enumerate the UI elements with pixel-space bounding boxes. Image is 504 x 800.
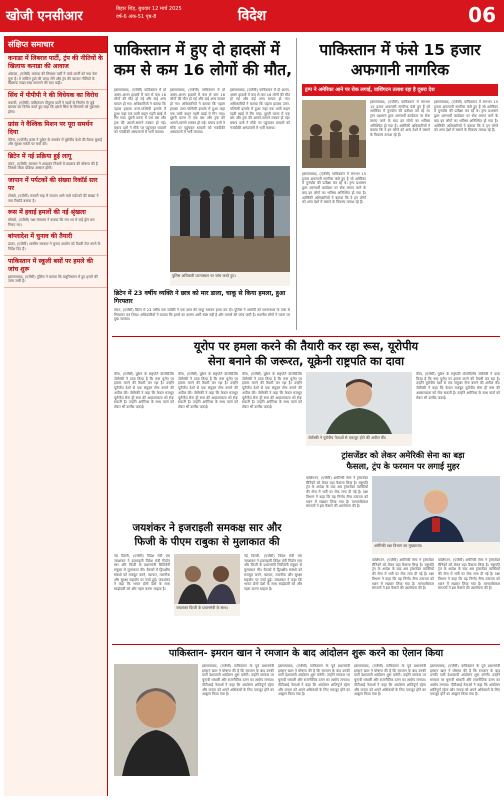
article-3-body: लंदन, (एजेंसी) ब्रिटेन में 23 वर्षीय एक व्यक्ति ने एक छात्र की चाकू मारकर हत्या कर दी। पुलिस ने आरोपी को घटनास्थल के पास से गिरफ्तार कर लिया। अधिकारियों ने बताया कि हमले का कारण अभी स्पष्ट नहीं है और मामले की जांच जारी है। स्थानीय लोगों ने घटना पर दुख जताया। (114, 308, 290, 322)
article-7-photo (114, 664, 198, 776)
article-4-caption: जेलेंस्की ने यूरोपीय नेताओं से एकजुट होने की अपील की। (306, 434, 412, 446)
article-6-body-col2: नई दिल्ली, (एजेंसी) विदेश मंत्री एस जयशंकर ने इजराइली विदेश मंत्री गिदोन सार और फिजी के प्रधानमंत्री सितिवेनी राबुका से मुलाकात की। बैठकों में द्विपक्षीय संबंधों को मजबूत करने, व्यापार, तकनीक और सुरक्षा सहयोग पर चर्चा हुई। जयशंकर ने कहा कि भारत दोनों देशों के साथ साझेदारी को और गहरा करना चाहता है। (244, 554, 302, 591)
briefs-list (4, 53, 107, 288)
article-6-caption: जयशंकर फिजी के प्रधानमंत्री के साथ। (174, 604, 240, 616)
article-2-body-col3: इस्लामाबाद, (एजेंसी) पाकिस्तान में लगभग 15 हजार अफगानी नागरिक फंसे हुए हैं जो अमेरिका में पुनर्वास की प्रतीक्षा कर रहे थे। ट्रम्प प्रशासन द्वारा शरणार्थी कार्यक्रम पर रोक लगाए जाने के बाद इन लोगों का भविष्य अनिश्चित हो गया है। अमेरिकी अधिकारियों ने बताया कि वे इन लोगों को अन्य देशों में बसाने के विकल्प तलाश रहे हैं। (302, 172, 366, 205)
brief-title: कनाडा में लिबरल पार्टी, ट्रंप की नीतियों के खिलाफ कनाडा की आवाज (8, 55, 103, 70)
article-2-body: इस्लामाबाद, (एजेंसी) पाकिस्तान में लगभग 15 हजार अफगानी नागरिक फंसे हुए हैं जो अमेरिका में पुनर्वास की प्रतीक्षा कर रहे थे। ट्रम्प प्रशासन द्वारा शरणार्थी कार्यक्रम पर रोक लगाए जाने के बाद इन लोगों का भविष्य अनिश्चित हो गया है। अमेरिकी अधिकारियों ने बताया कि वे इन लोगों को अन्य देशों में बसाने के विकल्प तलाश रहे हैं। (370, 100, 430, 137)
article-2-headline: पाकिस्तान में फंसे 15 हजार अफगानी नागरिक (319, 41, 481, 79)
page-number: 06 (468, 3, 496, 27)
brief-body: इस्लामाबाद, (एजेंसी) पुलिस ने बताया कि बलूचिस्तान में हुए हमले की जांच जारी है। (8, 274, 98, 284)
brief-body: टोक्यो, (एजेंसी) फरवरी माह में जापान आने वाले पर्यटकों की संख्या ने नया रिकॉर्ड बनाया है। (8, 193, 99, 203)
article-5-headline: ट्रांसजेंडर को लेकर अमेरिकी सेना का बड़ा फैसला, ट्रंप के फरमान पर लगाई मुहर (341, 450, 465, 471)
article-4-body-col3: कीव, (एजेंसी) यूक्रेन के राष्ट्रपति वोलोदिमीर जेलेंस्की ने दावा किया है कि रूस यूरोप पर हमला करने की तैयारी कर रहा है। उन्होंने यूरोपीय देशों से एक संयुक्त सेना बनाने की अपील की। जेलेंस्की ने कहा कि केवल मजबूत यूरोपीय सेना ही रूस की आक्रामकता को रोक सकती है। उन्होंने अमेरिका के साथ वार्ता को लेकर भी उम्मीद जताई। (242, 372, 302, 409)
article-1-headline: पाकिस्तान में हुए दो हादसों में कम से कम 16 लोगों की मौत, (114, 41, 292, 79)
article-7-headline: पाकिस्तान- इमरान खान ने रमजान के बाद आंदोलन शुरू करने का ऐलान किया (168, 648, 444, 659)
brief-body: मॉस्को, (एजेंसी) रक्षा मंत्रालय ने बताया कि रात भर में कई ड्रोन मार गिराए गए। (8, 218, 95, 227)
brief-item (4, 175, 107, 207)
article-7-body-col3: इस्लामाबाद, (एजेंसी) पाकिस्तान के पूर्व प्रधानमंत्री इमरान खान ने घोषणा की है कि रमजान के बाद उनकी पार्टी देशव्यापी आंदोलन शुरू करेगी। उन्होंने सरकार पर चुनावी धांधली और राजनीतिक दमन का आरोप लगाया। पीटीआई नेताओं ने कहा कि आंदोलन शांतिपूर्ण रहेगा और जनता को अपने अधिकारों के लिए एकजुट होने का आह्वान किया गया है। (354, 664, 426, 697)
article-7-body-col4: इस्लामाबाद, (एजेंसी) पाकिस्तान के पूर्व प्रधानमंत्री इमरान खान ने घोषणा की है कि रमजान के बाद उनकी पार्टी देशव्यापी आंदोलन शुरू करेगी। उन्होंने सरकार पर चुनावी धांधली और राजनीतिक दमन का आरोप लगाया। पीटीआई नेताओं ने कहा कि आंदोलन शांतिपूर्ण रहेगा और जनता को अपने अधिकारों के लिए एकजुट होने का आह्वान किया गया है। (430, 664, 500, 697)
article-1-caption: पुलिस अधिकारी घटनास्थल पर जांच करते हुए। (170, 272, 290, 286)
article-1-photo (170, 166, 290, 272)
brief-body: पेरिस, (एजेंसी) फ्रांस ने यूक्रेन के समर्थन में यूरोपीय देशों की बैठक बुलाई और सुरक्षा गारंटी पर चर्चा की। (8, 137, 102, 147)
section-rule (112, 336, 500, 337)
brief-title: सिंध में पीपीपी ने की विधेयक का विरोध (8, 91, 99, 99)
brief-item (4, 90, 107, 119)
brief-body: कराची, (एजेंसी) पाकिस्तान पीपुल्स पार्टी ने नहरों के निर्माण से जुड़े प्रस्ताव का विरोध करते हुए कहा कि इससे सिंध के किसानों को नुकसान होगा। (8, 100, 100, 114)
article-2-body-col2: इस्लामाबाद, (एजेंसी) पाकिस्तान में लगभग 15 हजार अफगानी नागरिक फंसे हुए हैं जो अमेरिका में पुनर्वास की प्रतीक्षा कर रहे थे। ट्रम्प प्रशासन द्वारा शरणार्थी कार्यक्रम पर रोक लगाए जाने के बाद इन लोगों का भविष्य अनिश्चित हो गया है। अमेरिकी अधिकारियों ने बताया कि वे इन लोगों को अन्य देशों में बसाने के विकल्प तलाश रहे हैं। (434, 100, 498, 133)
brief-title: ब्रिटेन में नई प्रक्रिया हुई लागू (8, 152, 72, 160)
article-4-body-col4: कीव, (एजेंसी) यूक्रेन के राष्ट्रपति वोलोदिमीर जेलेंस्की ने दावा किया है कि रूस यूरोप पर हमला करने की तैयारी कर रहा है। उन्होंने यूरोपीय देशों से एक संयुक्त सेना बनाने की अपील की। जेलेंस्की ने कहा कि केवल मजबूत यूरोपीय सेना ही रूस की आक्रामकता को रोक सकती है। उन्होंने अमेरिका के साथ वार्ता को लेकर भी उम्मीद जताई। (416, 372, 500, 400)
article-2-subhead: ट्रम्प ने अमेरिका आने पर रोक लगाई, वाशिंगटन तलाश रहा है दूसरा देश (302, 84, 498, 96)
brief-item (4, 151, 107, 175)
article-5-body-col3: वाशिंगटन, (एजेंसी) अमेरिकी सेना ने ट्रांसजेंडर सैनिकों को लेकर बड़ा फैसला लिया है। राष्ट्रपति ट्रंप के आदेश के बाद अब ट्रांसजेंडर व्यक्तियों की सेना में भर्ती पर रोक लगा दी गई है। रक्षा विभाग ने कहा कि यह निर्णय सैन्य तत्परता को ध्यान में रखकर लिया गया है। मानवाधिकार संगठनों ने इस फैसले की आलोचना की है। (438, 558, 500, 591)
article-7-body-col2: इस्लामाबाद, (एजेंसी) पाकिस्तान के पूर्व प्रधानमंत्री इमरान खान ने घोषणा की है कि रमजान के बाद उनकी पार्टी देशव्यापी आंदोलन शुरू करेगी। उन्होंने सरकार पर चुनावी धांधली और राजनीतिक दमन का आरोप लगाया। पीटीआई नेताओं ने कहा कि आंदोलन शांतिपूर्ण रहेगा और जनता को अपने अधिकारों के लिए एकजुट होने का आह्वान किया गया है। (278, 664, 350, 697)
article-1-body: इस्लामाबाद, (एजेंसी) पाकिस्तान में दो अलग-अलग हादसों में कम से कम 16 लोगों की मौत हो गई और कई अन्य घायल हो गए। अधिकारियों ने बताया कि पहला हादसा उत्तर-पश्चिमी इलाके में हुआ जहां एक यात्री वाहन गहरी खाई में गिर गया। दूसरी घटना में एक बस और ट्रक की आमने-सामने टक्कर हो गई। बचाव दलों ने मौके पर पहुंचकर घायलों को नजदीकी अस्पतालों में भर्ती कराया। (114, 88, 166, 135)
article-5-caption: अमेरिकी रक्षा विभाग का मुख्यालय। (372, 542, 500, 554)
article-6-headline: जयशंकर ने इजराइली समकक्ष सार और फिजी के पीएम राबुका से मुलाकात की (132, 522, 282, 548)
article-4-body: कीव, (एजेंसी) यूक्रेन के राष्ट्रपति वोलोदिमीर जेलेंस्की ने दावा किया है कि रूस यूरोप पर हमला करने की तैयारी कर रहा है। उन्होंने यूरोपीय देशों से एक संयुक्त सेना बनाने की अपील की। जेलेंस्की ने कहा कि केवल मजबूत यूरोपीय सेना ही रूस की आक्रामकता को रोक सकती है। उन्होंने अमेरिका के साथ वार्ता को लेकर भी उम्मीद जताई। (114, 372, 174, 409)
dateline: बिहार‍‍‍‍‍‍‍‍‍‍‍‍‍‍‍‍‍‍‍‍‍‍‍‍‍‍‍‍‍‍‍‍‍‍‍‍‍‍‍‍‍‍‍‍‍‍‍‍‍‍‍‍‍‍‍‍‍‍‍‍‍‍‍‍‍‍‍‍‍‍‍‍‍‍‍‍‍‍‍‍‍‍‍‍‍‍‍‍‍‍‍‍‍‍‍‍‍‍‍‍‍‍‍‍‍‍‍‍‍‍‍‍‍‍‍‍‍‍‍‍‍‍‍‍‍‍‍‍ शिंह, बुधवार 12 मार्च 2025 वर्ष-6 अंक-51 पृष्ठ-8 (116, 6, 182, 20)
brief-title: पाकिस्तान में स्कूली बसों पर हमले की जांच शुरू (8, 257, 93, 273)
brief-item (4, 53, 107, 90)
brief-title: बांग्लादेश में चुनाव की तैयारी (8, 233, 73, 241)
sidebar-band-title: संक्षिप्त समाचार (4, 36, 107, 53)
brief-title: फ्रांस ने वैश्विक मिशन पर पूरा समर्थन दिया (8, 120, 93, 136)
newspaper-brand: खोजी एनसीआर (6, 9, 83, 24)
bottom-section-rule (112, 644, 500, 645)
article-1-body-col2: इस्लामाबाद, (एजेंसी) पाकिस्तान में दो अलग-अलग हादसों में कम से कम 16 लोगों की मौत हो गई और कई अन्य घायल हो गए। अधिकारियों ने बताया कि पहला हादसा उत्तर-पश्चिमी इलाके में हुआ जहां एक यात्री वाहन गहरी खाई में गिर गया। दूसरी घटना में एक बस और ट्रक की आमने-सामने टक्कर हो गई। बचाव दलों ने मौके पर पहुंचकर घायलों को नजदीकी अस्पतालों में भर्ती कराया। (170, 88, 225, 135)
news-briefs-sidebar (4, 36, 108, 796)
article-3-headline: ब्रिटेन में 23 वर्षीय व्यक्ति ने छात्र को मार डाला, चाकू से किया हमला, हुआ गिरफ्तार (114, 290, 286, 305)
article-5-body-col2: वाशिंगटन, (एजेंसी) अमेरिकी सेना ने ट्रांसजेंडर सैनिकों को लेकर बड़ा फैसला लिया है। राष्ट्रपति ट्रंप के आदेश के बाद अब ट्रांसजेंडर व्यक्तियों की सेना में भर्ती पर रोक लगा दी गई है। रक्षा विभाग ने कहा कि यह निर्णय सैन्य तत्परता को ध्यान में रखकर लिया गया है। मानवाधिकार संगठनों ने इस फैसले की आलोचना की है। (372, 558, 434, 591)
brief-body: ढाका, (एजेंसी) अंतरिम सरकार ने चुनाव आयोग को तैयारी तेज करने के निर्देश दिए हैं। (8, 242, 101, 251)
brief-item (4, 207, 107, 231)
article-6-photo (174, 554, 240, 604)
article-6-body: नई दिल्ली, (एजेंसी) विदेश मंत्री एस जयशंकर ने इजराइली विदेश मंत्री गिदोन सार और फिजी के प्रधानमंत्री सितिवेनी राबुका से मुलाकात की। बैठकों में द्विपक्षीय संबंधों को मजबूत करने, व्यापार, तकनीक और सुरक्षा सहयोग पर चर्चा हुई। जयशंकर ने कहा कि भारत दोनों देशों के साथ साझेदारी को और गहरा करना चाहता है। (114, 554, 170, 591)
article-4-photo (306, 372, 412, 434)
brief-body: लंदन, (एजेंसी) सरकार ने आव्रजन नियमों में बदलाव की घोषणा की है जिससे वीजा प्रक्रिया आसान होगी। (8, 161, 98, 171)
article-2-photo (302, 100, 366, 168)
brief-item (4, 256, 107, 288)
brief-title: जापान में पर्यटकों की संख्या रिकॉर्ड स्तर पर (8, 176, 98, 192)
section-title: विदेश (237, 8, 267, 24)
article-4-body-col2: कीव, (एजेंसी) यूक्रेन के राष्ट्रपति वोलोदिमीर जेलेंस्की ने दावा किया है कि रूस यूरोप पर हमला करने की तैयारी कर रहा है। उन्होंने यूरोपीय देशों से एक संयुक्त सेना बनाने की अपील की। जेलेंस्की ने कहा कि केवल मजबूत यूरोपीय सेना ही रूस की आक्रामकता को रोक सकती है। उन्होंने अमेरिका के साथ वार्ता को लेकर भी उम्मीद जताई। (178, 372, 238, 409)
article-4-headline: यूरोप पर हमला करने की तैयारी कर रहा रूस, यूरोपीय सेना बनाने की जरूरत, यूक्रेनी राष्ट्रपति का दावा (193, 339, 419, 368)
brief-title: रूस में हवाई हमलों की नई श्रृंखला (8, 209, 86, 217)
brief-body: ओटावा, (एजेंसी) कनाडा की लिबरल पार्टी ने मार्क कार्नी को नया नेता चुना है। वे जस्टिन ट्रूडो की जगह लेंगे और ट्रंप की व्यापार नीतियों के खिलाफ सख्त रुख अपनाने की बात कही। (8, 72, 98, 86)
article-7-body: इस्लामाबाद, (एजेंसी) पाकिस्तान के पूर्व प्रधानमंत्री इमरान खान ने घोषणा की है कि रमजान के बाद उनकी पार्टी देशव्यापी आंदोलन शुरू करेगी। उन्होंने सरकार पर चुनावी धांधली और राजनीतिक दमन का आरोप लगाया। पीटीआई नेताओं ने कहा कि आंदोलन शांतिपूर्ण रहेगा और जनता को अपने अधिकारों के लिए एकजुट होने का आह्वान किया गया है। (202, 664, 274, 697)
brief-item (4, 231, 107, 255)
article-5-body: वाशिंगटन, (एजेंसी) अमेरिकी सेना ने ट्रांसजेंडर सैनिकों को लेकर बड़ा फैसला लिया है। राष्ट्रपति ट्रंप के आदेश के बाद अब ट्रांसजेंडर व्यक्तियों की सेना में भर्ती पर रोक लगा दी गई है। रक्षा विभाग ने कहा कि यह निर्णय सैन्य तत्परता को ध्यान में रखकर लिया गया है। मानवाधिकार संगठनों ने इस फैसले की आलोचना की है। (306, 476, 368, 509)
article-1-body-col3: इस्लामाबाद, (एजेंसी) पाकिस्तान में दो अलग-अलग हादसों में कम से कम 16 लोगों की मौत हो गई और कई अन्य घायल हो गए। अधिकारियों ने बताया कि पहला हादसा उत्तर-पश्चिमी इलाके में हुआ जहां एक यात्री वाहन गहरी खाई में गिर गया। दूसरी घटना में एक बस और ट्रक की आमने-सामने टक्कर हो गई। बचाव दलों ने मौके पर पहुंचकर घायलों को नजदीकी अस्पतालों में भर्ती कराया। (230, 88, 290, 130)
masthead (0, 0, 504, 32)
brief-item (4, 119, 107, 151)
column-divider (296, 38, 297, 330)
article-5-photo (372, 476, 500, 542)
